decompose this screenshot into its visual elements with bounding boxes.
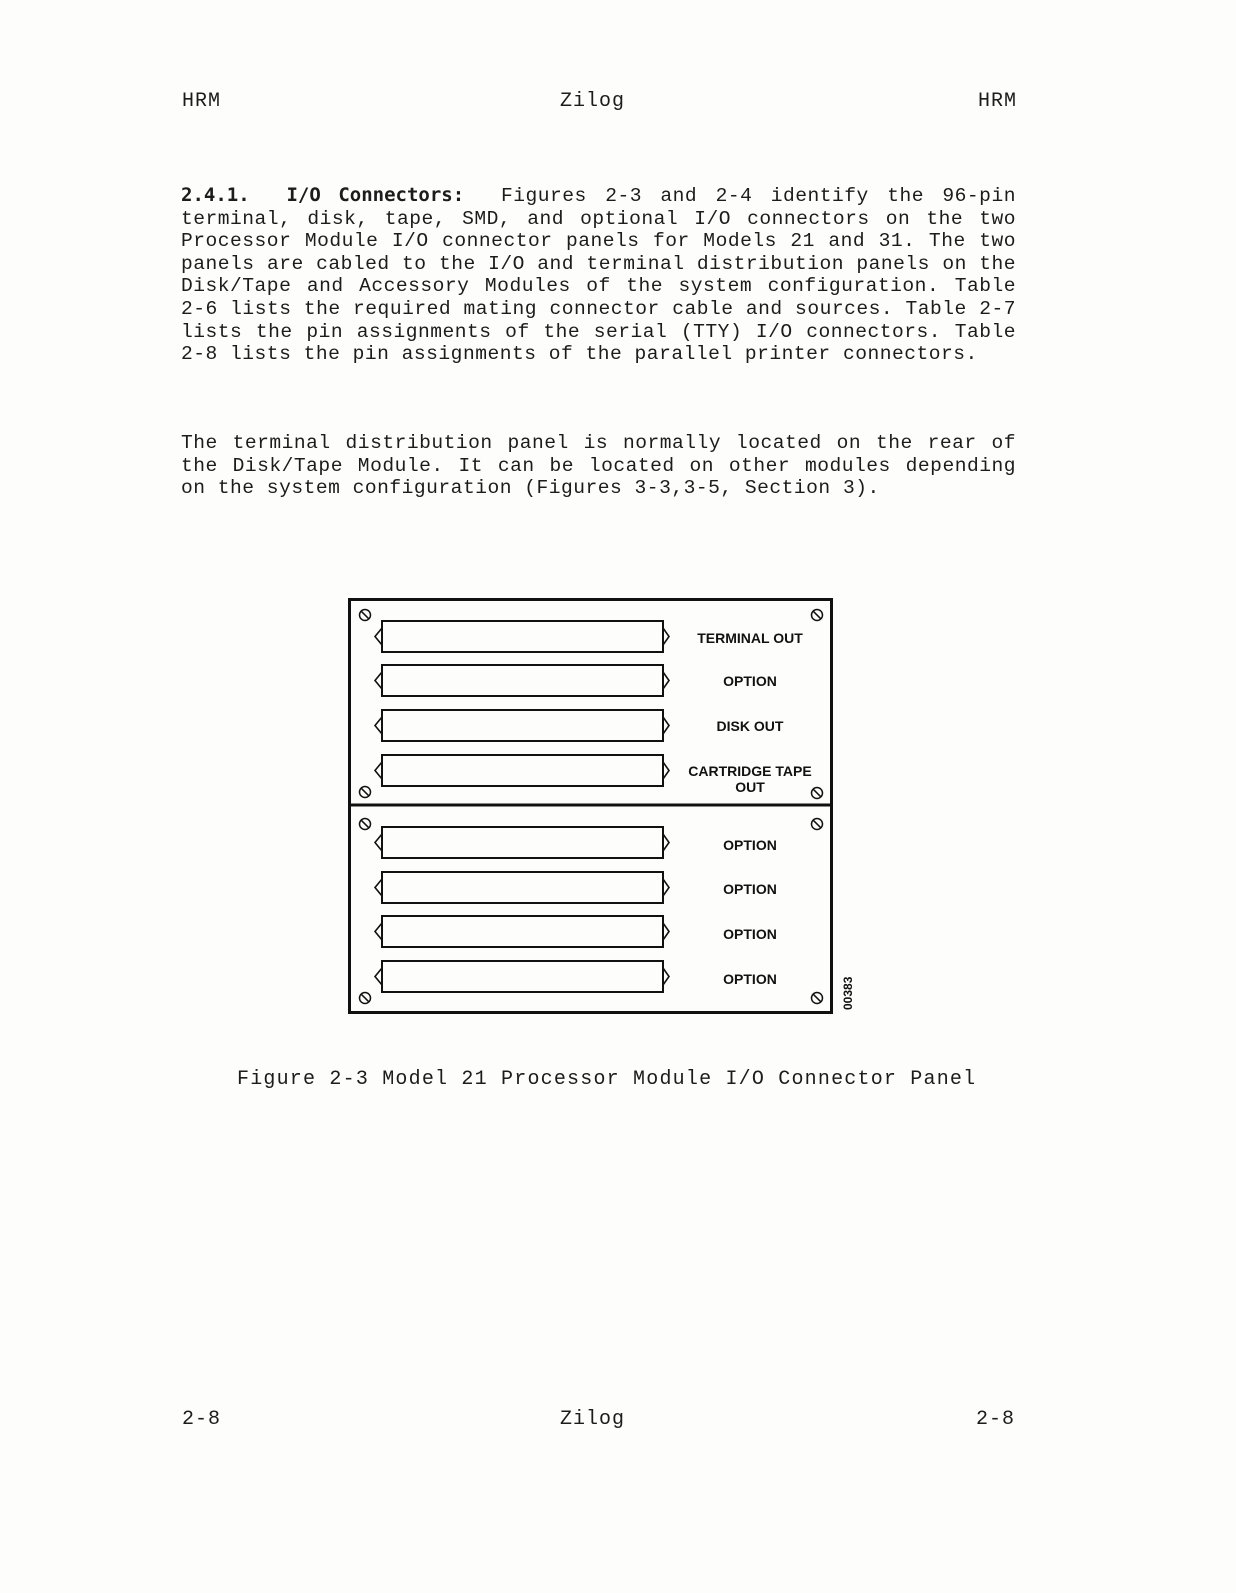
- header-center: Zilog: [560, 90, 626, 113]
- connector-icon: [375, 665, 669, 696]
- figure-caption: Figure 2-3 Model 21 Processor Module I/O Connector Panel: [237, 1068, 977, 1091]
- footer-right: 2-8: [976, 1408, 1016, 1431]
- connector-label: OPTION: [723, 926, 777, 942]
- screw-icon: [812, 993, 823, 1004]
- connector-icon: [375, 916, 669, 947]
- connector-icon: [375, 621, 669, 652]
- footer-left: 2-8: [182, 1408, 222, 1431]
- screw-icon: [812, 788, 823, 799]
- connector-icon: [375, 827, 669, 858]
- connector-label: DISK OUT: [716, 718, 784, 734]
- connector-label: OPTION: [723, 881, 777, 897]
- screw-icon: [360, 993, 371, 1004]
- lower-panel: [375, 827, 777, 992]
- screw-icon: [360, 787, 371, 798]
- drawing-number: 00383: [841, 976, 855, 1010]
- connector-label: CARTRIDGE TAPE OUT: [688, 763, 812, 795]
- connector-label: OPTION: [723, 837, 777, 853]
- connector-icon: [375, 872, 669, 903]
- screw-icon: [812, 819, 823, 830]
- screw-icon: [360, 610, 371, 621]
- screw-icon: [812, 610, 823, 621]
- screw-icon: [360, 819, 371, 830]
- section-number: 2.4.1.: [181, 184, 250, 206]
- connector-panel-figure: [348, 598, 855, 1018]
- footer-center: Zilog: [560, 1408, 626, 1431]
- section-body-1: Figures 2-3 and 2-4 identify the 96-pin terminal, disk, tape, SMD, and optional I/O connectors on the two Processor Module I/O connector panels for Models 21 and 31. The two panels are cabled to the I/O and terminal distribution panels on the Disk/Tape and Accessory Modules of the system configuration. Table 2-6 lists the required mating connector cable and sources. Table 2-7 lists the pin assignments of the serial (TTY) I/O connectors. Table 2-8 lists the pin assignments of the parallel printer connectors.: [181, 185, 1016, 366]
- header-left: HRM: [182, 90, 222, 113]
- section-title: I/O Connectors:: [286, 184, 465, 206]
- connector-icon: [375, 755, 669, 786]
- upper-panel: [375, 621, 812, 795]
- section-paragraph-2: The terminal distribution panel is normally located on the rear of the Disk/Tape Module. It can be located on other modules depending on the system configuration (Figures 3-3,3-5, Section 3).: [181, 432, 1016, 500]
- connector-label: OPTION: [723, 971, 777, 987]
- connector-icon: [375, 961, 669, 992]
- connector-label: TERMINAL OUT: [697, 630, 803, 646]
- connector-icon: [375, 710, 669, 741]
- header-right: HRM: [978, 90, 1018, 113]
- connector-label: OPTION: [723, 673, 777, 689]
- section-paragraph-1: [181, 184, 1016, 366]
